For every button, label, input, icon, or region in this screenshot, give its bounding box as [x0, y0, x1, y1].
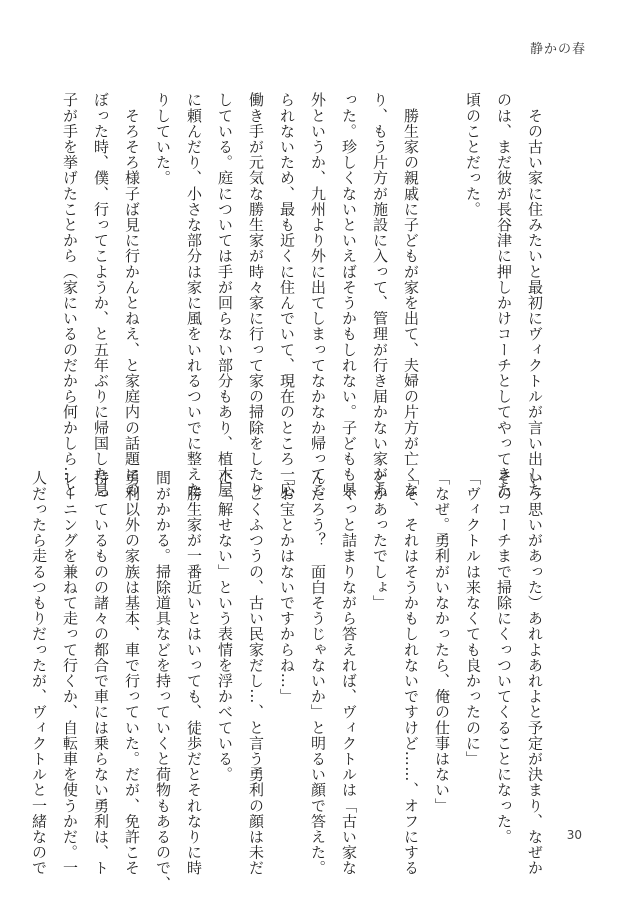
text-line: のは、まだ彼が長谷津に押しかけコーチとしてやってきた [495, 92, 513, 498]
page-number: 30 [566, 828, 582, 842]
text-line: 勇利以外の家族は基本、車で行っていた。だが、免許こそ [123, 470, 141, 876]
text-line: ぼった時、僕、行ってこようか、と五年ぶりに帰国した息 [92, 92, 110, 498]
text-line: 「ヴィクトルは来なくても良かったのに」 [464, 470, 482, 767]
text-line: している。庭については手が回らない部分もあり、植木屋 [216, 92, 234, 498]
text-line: 間がかかる。掃除道具などを持っていくと荷物もあるので、 [154, 470, 172, 892]
text-line: レーニングを兼ねて走って行くか、自転車を使うかだ。一 [61, 470, 79, 876]
text-line: 人だったら走るつもりだったが、ヴィクトルと一緒なので [30, 470, 48, 876]
running-title: 静かの春 [529, 42, 586, 57]
text-line: んだろう？ 面白そうじゃないか」と明るい顔で答えた。 [309, 470, 327, 876]
text-line: 「なぜ。勇利がいなかったら、俺の仕事はない」 [433, 470, 451, 814]
text-line: 子が手を挙げたことから（家にいるのだから何かしら…と [61, 92, 79, 498]
text-line: そろそろ様子ば見に行かんとねえ、と家庭内の話題にの [123, 92, 141, 498]
text-line: ぐっと詰まりながら答えれば、ヴィクトルは「古い家な [340, 470, 358, 876]
text-line: りしていた。 [154, 92, 172, 186]
text-line: そのコーチまで掃除にくっついてくることになった。 [495, 470, 513, 845]
text-line: られないため、最も近くに住んでいて、現在のところ一応 [278, 92, 296, 498]
text-line: 頃のことだった。 [464, 92, 482, 217]
text-line: いう思いがあった）あれよあれよと予定が決まり、なぜか [526, 470, 544, 876]
text-line: 「そ、それはそうかもしれないですけど……、オフにする [402, 470, 420, 876]
text-line: 「お宝とかはないですからね…」 [278, 470, 296, 704]
text-line: その古い家に住みたいと最初にヴィクトルが言い出した [526, 92, 544, 498]
text-line: とかあったでしょ」 [371, 470, 389, 611]
text-line: 働き手が元気な勝生家が時々家に行って家の掃除をしたり [247, 92, 265, 498]
text-line: ごくふつうの、古い民家だし…、と言う勇利の顔は未だ [247, 470, 265, 876]
text-line: 勝生家の親戚に子どもが家を出て、夫婦の片方が亡くな [402, 92, 420, 498]
text-line: 勝生家が一番近いとはいっても、徒歩だとそれなりに時 [185, 470, 203, 876]
text-line: 持っているものの諸々の都合で車には乗らない勇利は、ト [92, 470, 110, 876]
upper-text-block [61, 92, 550, 498]
text-line: に「解せない」という表情を浮かべている。 [216, 470, 234, 782]
blank-line [426, 92, 457, 424]
text-line: に頼んだり、小さな部分は家に風をいれるついでに整えた [185, 92, 203, 498]
text-line: り、もう片方が施設に入って、管理が行き届かない家があ [371, 92, 389, 498]
text-line: 外というか、九州より外に出てしまってなかなか帰ってこ [309, 92, 327, 498]
text-line: った。珍しくないといえばそうかもしれない。子どもも県 [340, 92, 358, 498]
lower-text-block [30, 470, 550, 892]
